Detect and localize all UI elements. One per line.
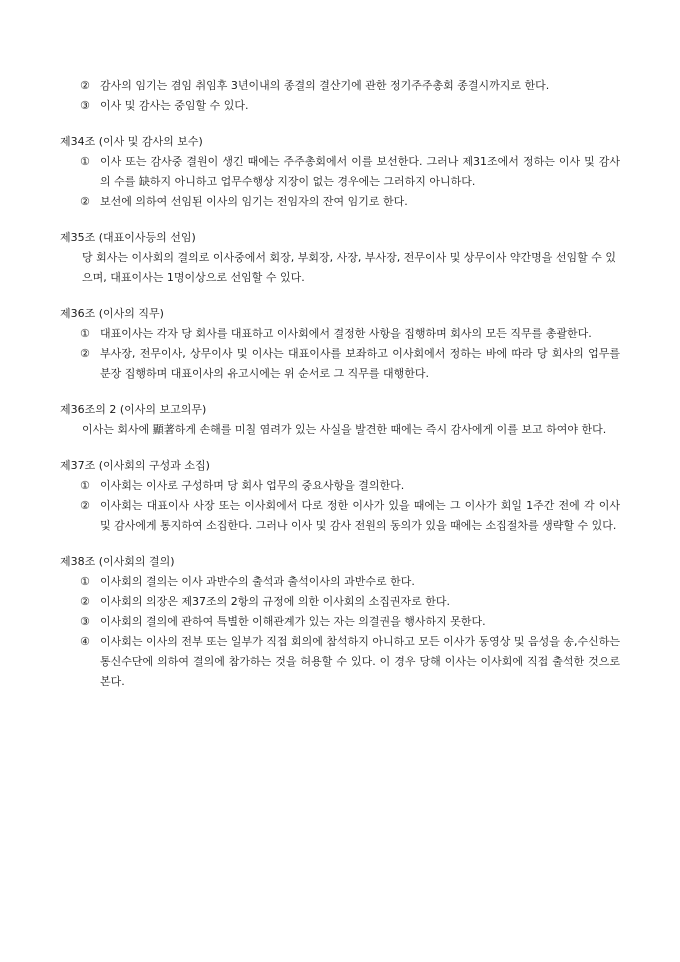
list-item	[80, 632, 620, 692]
article-heading: 제35조 (대표이사등의 선임)	[60, 231, 196, 244]
item-text: 감사의 임기는 겸임 취임후 3년이내의 종결의 결산기에 관한 정기주주총회 종결시까지로 한다.	[100, 79, 550, 92]
item-text: 부사장, 전무이사, 상무이사 및 이사는 대표이사를 보좌하고 이사회에서 정하는 바에 따라 당 회사의 업무를 분장 집행하며 대표이사의 유고시에는 위 순서로 그 직무를 대행한다.	[100, 347, 620, 380]
article-heading: 제38조 (이사회의 결의)	[60, 555, 175, 568]
item-number: ③	[80, 99, 90, 112]
item-number: ①	[80, 479, 90, 492]
article-heading: 제36조의 2 (이사의 보고의무)	[60, 403, 207, 416]
list-item	[80, 476, 620, 496]
article-35	[60, 228, 620, 288]
list-item	[80, 324, 620, 344]
item-text: 이사 및 감사는 중임할 수 있다.	[100, 99, 249, 112]
article-37	[60, 456, 620, 536]
list-item	[80, 344, 620, 384]
item-text: 보선에 의하여 선임된 이사의 임기는 전임자의 잔여 임기로 한다.	[100, 195, 408, 208]
item-text: 이사회는 이사로 구성하며 당 회사 업무의 중요사항을 결의한다.	[100, 479, 405, 492]
item-number: ④	[80, 635, 90, 648]
list-item	[80, 592, 620, 612]
item-text: 이사회의 의장은 제37조의 2항의 규정에 의한 이사회의 소집권자로 한다.	[100, 595, 450, 608]
article-body: 당 회사는 이사회의 결의로 이사중에서 회장, 부회장, 사장, 부사장, 전무이사 및 상무이사 약간명을 선임할 수 있으며, 대표이사는 1명이상으로 선임할 수 있다.	[82, 251, 616, 284]
list-item	[80, 192, 620, 212]
list-item	[80, 496, 620, 536]
list-item	[80, 612, 620, 632]
item-text: 이사회의 결의는 이사 과반수의 출석과 출석이사의 과반수로 한다.	[100, 575, 415, 588]
article-34	[60, 132, 620, 212]
item-number: ②	[80, 595, 90, 608]
article-38	[60, 552, 620, 692]
article-body: 이사는 회사에 顯著하게 손해를 미칠 염려가 있는 사실을 발견한 때에는 즉시 감사에게 이를 보고 하여야 한다.	[82, 423, 607, 436]
list-item	[80, 572, 620, 592]
item-number: ②	[80, 79, 90, 92]
item-text: 이사회는 이사의 전부 또는 일부가 직접 회의에 참석하지 아니하고 모든 이사가 동영상 및 음성을 송,수신하는 통신수단에 의하여 결의에 참가하는 것을 허용할 수 있다. 이 경우 당해 이사는 이사회에 직접 출석한 것으로 본다.	[100, 635, 620, 688]
item-text: 이사 또는 감사중 결원이 생긴 때에는 주주총회에서 이를 보선한다. 그러나 제31조에서 정하는 이사 및 감사의 수를 缺하지 아니하고 업무수행상 지장이 없는 경우에는 그러하지 아니하다.	[100, 155, 620, 188]
list-item	[80, 76, 620, 96]
article-heading: 제36조 (이사의 직무)	[60, 307, 164, 320]
item-number: ②	[80, 499, 90, 512]
article-heading: 제34조 (이사 및 감사의 보수)	[60, 135, 203, 148]
list-item	[80, 96, 620, 116]
item-number: ①	[80, 575, 90, 588]
item-number: ①	[80, 327, 90, 340]
item-number: ①	[80, 155, 90, 168]
item-number: ②	[80, 347, 90, 360]
item-number: ②	[80, 195, 90, 208]
article-36	[60, 304, 620, 384]
item-number: ③	[80, 615, 90, 628]
article-36-2	[60, 400, 620, 440]
item-text: 대표이사는 각자 당 회사를 대표하고 이사회에서 결정한 사항을 집행하며 회사의 모든 직무를 총괄한다.	[100, 327, 592, 340]
article-heading: 제37조 (이사회의 구성과 소집)	[60, 459, 210, 472]
item-text: 이사회는 대표이사 사장 또는 이사회에서 다로 정한 이사가 있을 때에는 그 이사가 회일 1주간 전에 각 이사 및 감사에게 통지하여 소집한다. 그러나 이사 및 감사 전원의 동의가 있을 때에는 소집절차를 생략할 수 있다.	[100, 499, 620, 532]
item-text: 이사회의 결의에 관하여 특별한 이해관계가 있는 자는 의결권을 행사하지 못한다.	[100, 615, 486, 628]
list-item	[80, 152, 620, 192]
